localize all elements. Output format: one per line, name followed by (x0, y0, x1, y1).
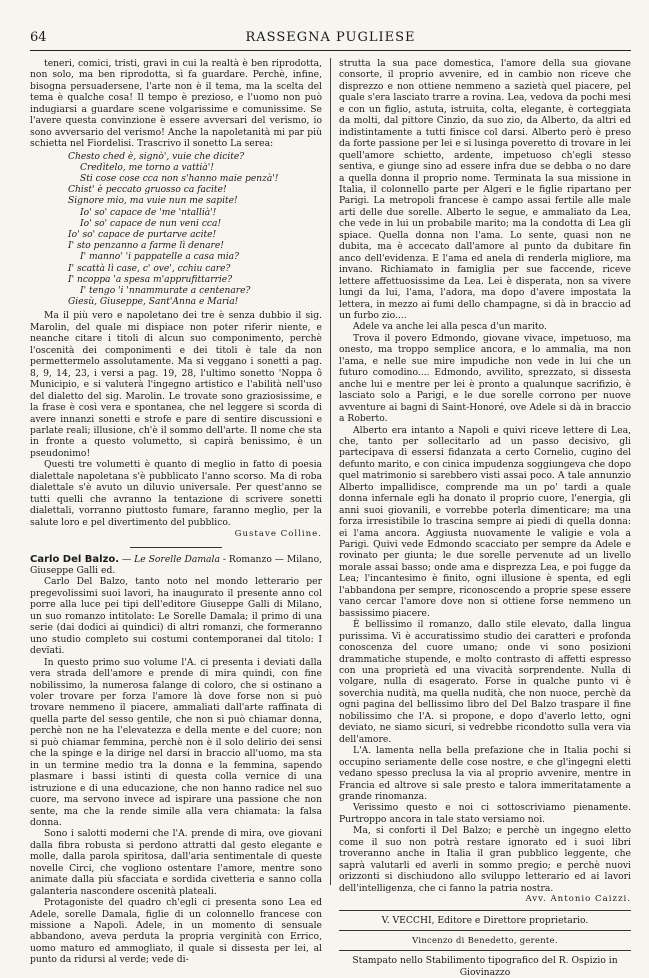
paragraph: strutta la sua pace domestica, l'amore della sua giovane consorte, il proprio avvenire, ed in cambio non riceve che disprezzo e non ottiene nemmeno a sazietà quel piacere, pel quale s'era lasciato trarre a rovina. Lea, vedova da pochi mesi e con un figlio, astuta, istruita, colta, elegante, è corteggiata da molti, dal pittore Cinzio, da suo zio, da Alberto, da altri ed indistintamente a tutti finisce col darsi. Alberto però è preso da forte passione per lei e si lusinga poveretto di trovare in lei quell'amore schietto, ardente, impetuoso ch'egli stesso sentiva, e giunge sino ad essere infra due se debba o no dare a quella donna il proprio nome. Terminata la sua missione in Italia, il colonnello parte per Algeri e le figlie ripartano per Parigi. La metropoli francese è campo assai fertile alle male arti delle due sorelle. Alberto le segue, e ammaliato da Lea, che vede in lui un probabile marito; ma la condotta di Lea gli spiace. Quella donna non l'ama. Lo sente, quasi non ne dubita, ma è accecato dall'amore al punto da dubitare fin anco dell'evidenza. E l'ama ed anela di renderla migliore, ma invano. Richiamato in famiglia per sue faccende, riceve lettere affettuosissime da Lea. Lei è disperata, non sa vivere lungi da lui, l'ama, l'adora, ma dopo d'avere impostata la lettera, in mezzo ai fumi dello champagne, si dà in braccio ad un furbo zio.... (339, 58, 631, 321)
paragraph: Protagoniste del quadro ch'egli ci presenta sono Lea ed Adele, sorelle Damala, figlie di un colonnello francese con missione a Napoli. Adele, in un momento di sensuale abbandono, aveva perduta la propria verginità con Errico, uomo maturo ed ammogliato, il quale si dissesta per lei, al punto da ridursi al verde; vede di- (30, 897, 322, 966)
paragraph: Ma il più vero e napoletano dei tre è senza dubbio il sig. Marolin, del quale mi dispiace non poter riferir niente, e neanche citare i titoli di alcun suo componimento, perchè l'oscenità dei componimenti e dei titoli è tale da non permettermelo assolutamente. Ma si veggano i sonetti a pag. 8, 9, 14, 23, i versi a pag. 19, 28, l'ultimo sonetto 'Noppa ô Municipio, e si valuterà l'ingegno artistico e l'abilità nell'uso del dialetto del sig. Marolin. Le trovate sono graziosissime, e la frase è così vera e spontanea, che nel leggere si scorda di avere innanzi sonetti e strofe e pare di sentire discussioni e parlate reali; illusione, ch'è il sommo dell'arte. Il nome che sta in fronte a questo volumetto, sì capirà benissimo, è un pseudonimo! (30, 310, 322, 459)
printer-line: Stampato nello Stabilimento tipografico del R. Ospizio in Giovinazzo (352, 955, 618, 978)
paragraph: L'A. lamenta nella bella prefazione che in Italia pochi si occupino seriamente delle cose nostre, e che gl'ingegni eletti vedano spesso preclusa la via al proprio avvenire, mentre in Francia ed altrove si sale presto e talora immeritatamente a grande rinomanza. (339, 745, 631, 802)
page (30, 30, 631, 978)
paragraph: Adele va anche lei alla pesca d'un marito. (353, 321, 547, 333)
signature: Avv. Antonio Caizzi. (525, 894, 631, 905)
paragraph: Verissimo questo e noi ci sottoscriviamo pienamente. Purtroppo ancora in tale stato versiamo noi. (339, 802, 631, 825)
header-rule (30, 50, 631, 51)
column-rule (330, 58, 331, 885)
poem-line: Credìtelo, me torno a vattià'! (80, 162, 214, 173)
poem-line: Sti cose cose cca non s'hanno maie penzà'! (80, 174, 279, 185)
sonnet (68, 152, 322, 309)
footer-rule (339, 930, 631, 931)
poem-line: I' scattà lì case, c' ove', cchiu care? (68, 263, 231, 274)
signature: Gustave Colline. (234, 529, 322, 540)
paragraph: Alberto era intanto a Napoli e quivi riceve lettere di Lea, che, tanto per sollecitarlo ad un passo decisivo, gli partecipava di essersi fidanzata a certo Cornelio, cugino del defunto marito, e con cinica impudenza soggiungeva che dopo quel matrimonio si sarebbero visti assai poco. A tale annunzio Alberto impallidisce, comprende ma un po' tardi a quale donna infernale egli ha donato il proprio cuore, l'energia, gli anni suoi giovanili, e vorrebbe poterla dimenticare; ma una forza irresistibile lo trascina sempre ai piedi di quella donna: ei l'ama ancora. Aggiusta nuovamente le valigie e vola a Parigi. Quivi vede Edmondo scacciato per sempre da Adele e rovinato per giunta; le due sorelle pervenute ad un livello morale assai basso; onde ama e disprezza Lea, e poi fugge da Lea; l'incantesimo è finito, ogni illusione è spenta, ed egli l'abbandona per sempre, riconoscendo a proprie spese essere vano cercar l'amore dove non si ottiene forse nemmeno un bassissimo piacere. (339, 424, 631, 619)
paragraph: È bellissimo il romanzo, dallo stile elevato, dalla lingua purissima. Vi è accuratissimo studio dei caratteri e profonda conoscenza del cuore umano; onde vi sono posizioni drammatiche stupende, e molto contrasto di affetti espresso con una proprietà ed una vivacità sorprendente. Nulla di volgare, nulla di esagerato. Forse in qualche punto vi è soverchia nudità, ma quella nudità, che non nuoce, perchè da ogni pagina del bellissimo libro del Del Balzo traspare il fine nobilissimo che l'A. si propone, e dopo d'averlo letto, ogni deviato, ne siamo sicuri, si vedrebbe ricondotto sulla vera via dell'amore. (339, 619, 631, 745)
review-heading: Carlo Del Balzo. — Le Sorelle Damala - Romanzo — Milano, Giuseppe Galli ed. (30, 553, 323, 576)
poem-line: Chesto ched è, signò', vuie che dicite? (68, 151, 245, 162)
manager-line: Vincenzo di Benedetto, gerente. (412, 934, 558, 945)
right-column (339, 58, 631, 978)
journal-title: RASSEGNA PUGLIESE (245, 30, 416, 45)
poem-line: I' sto penzanno a farme lì denare! (68, 241, 224, 252)
section-divider (130, 547, 222, 548)
review-title: Le Sorelle Damala (134, 553, 220, 565)
review-publisher: - Romanzo — Milano, Giuseppe Galli ed. (30, 553, 323, 576)
paragraph: Ma, si conforti il Del Balzo; e perchè un ingegno eletto come il suo non potrà restare ignorato ed i suoi libri troveranno anche in Italia il gran pubblico leggente, che saprà valutarli ed averli in sommo pregio; e perchè nuovi orizzonti si dischiudono allo sviluppo letterario ed ai lavori dell'intelligenza, che ci fanno la patria nostra. (339, 825, 631, 894)
editor-line: V. VECCHI, Editore e Direttore proprietario. (381, 914, 589, 926)
footer-rule (339, 910, 631, 911)
poem-line: Io' so' capace de nun veni cca! (80, 218, 222, 229)
poem-line: Io' so' capace de purtarve acite! (68, 230, 217, 241)
poem-line: I' manno' 'i pappatelle a casa mia? (80, 252, 239, 263)
paragraph: Sono i salotti moderni che l'A. prende di mira, ove giovani dalla fibra robusta si perdono attratti dal gesto elegante e molle, dalla parola spiritosa, dall'aria sentimentale di queste novelle Circi, che vogliono ostentare l'amore, mentre sono animate dalla più sfacciata e sordida civetteria e sanno colla galanteria nascondere oscenità plateali. (30, 828, 322, 897)
poem-line: Giesù, Giuseppe, Sant'Anna e Maria! (68, 297, 239, 308)
poem-line: Io' so' capace de 'me 'ntallià'! (80, 207, 217, 218)
footer-rule (339, 950, 631, 951)
paragraph: teneri, comici, tristi, gravi in cui la realtà è ben riprodotta, non solo, ma ben riprodotta, sì fa guardare. Perchè, infine, bisogna persuadersene, l'arte non è il tema, ma la scelta del tema è qualche cosa! Il tempo è prezioso, e l'uomo non può indugiarsi a guardare scene volgarissime e comunissime. Se l'avere questa convinzione è essere avversari del verismo, io sono avversario del verismo! Anche la napoletanità mi par più schietta nel Fiordelisi. Trascrivo il sonetto La serea: (30, 58, 322, 150)
poem-line: I' tengo 'i 'nnammurate a centenare? (80, 286, 251, 297)
paragraph: In questo primo suo volume l'A. ci presenta i deviati dalla vera strada dell'amore e prende di mira quindi, con fine nobilissimo, la numerosa falange di coloro, che si ostinano a voler trovare per forza l'amore là dove forse non si può trovare nemmeno il piacere, ammaliati dall'arte raffinata di quella parte del sesso gentile, che non si può chiamar donna, perchè non ne ha l'elevatezza e della mente e del cuore; non si può chiamar femmina, perchè non è il solo delirio dei sensi che la spinge e la dirige nel darsi in braccio all'uomo, ma sta in un termine medio tra la donna e la femmina, sapendo plasmare i bassi istinti di questa colla vernice di una istruzione e di una educazione, che non hanno radice nel suo cuore, ma servono invece ad ispirare una passione che non sente, ma che la rende simile alla vera chiamata: la falsa donna. (30, 656, 322, 828)
review-author: Carlo Del Balzo. (30, 553, 120, 565)
columns (30, 58, 631, 978)
paragraph: Trova il povero Edmondo, giovane vivace, impetuoso, ma onesto, ma troppo semplice ancora, e lo ammalia, ma non l'ama, e nelle sue mire impudiche non vede in lui che un futuro comodino.... Edmondo, avvilito, sprezzato, si dissesta anche lui e mentre per lei è pronto a qualunque sacrifizio, è lasciato solo a Parigi, e le due sorelle corrono per nuove avventure ai bagni di Saint-Honoré, ove Adele si dà in braccio a Roberto. (339, 332, 631, 425)
paragraph: Questi tre volumetti è quanto di meglio in fatto di poesia dialettale napoletana s'è pubblicato l'anno scorso. Ma di roba dialettale s'è avuto un diluvio universale. Per quest'anno se tutti quelli che avranno la tentazione di scrivere sonetti dialettali, vorranno piuttosto fumare, faranno meglio, per la salute loro e pel divertimento del pubblico. (30, 459, 322, 528)
header (30, 30, 631, 50)
paragraph: Carlo Del Balzo, tanto noto nel mondo letterario per pregevolissimi suoi lavori, ha inaugurato il presente anno col porre alla luce pei tipi dell'editore Giuseppe Galli di Milano, un suo romanzo intitolato: Le Sorelle Damala; il primo di una serie (dai dodici ai quindici) di altri romanzi, che formeranno uno studio completo sui costumi contemporanei dal titolo: I devïati. (30, 576, 322, 657)
poem-line: Signore mio, ma vuie nun me sapite! (68, 196, 238, 207)
left-column (30, 58, 322, 966)
page-number: 64 (30, 30, 47, 45)
poem-line: Chist' è peccato gruosso ca facite! (68, 185, 227, 196)
poem-line: I' ncoppa 'a spesa m'apprufittarrie? (68, 274, 233, 285)
